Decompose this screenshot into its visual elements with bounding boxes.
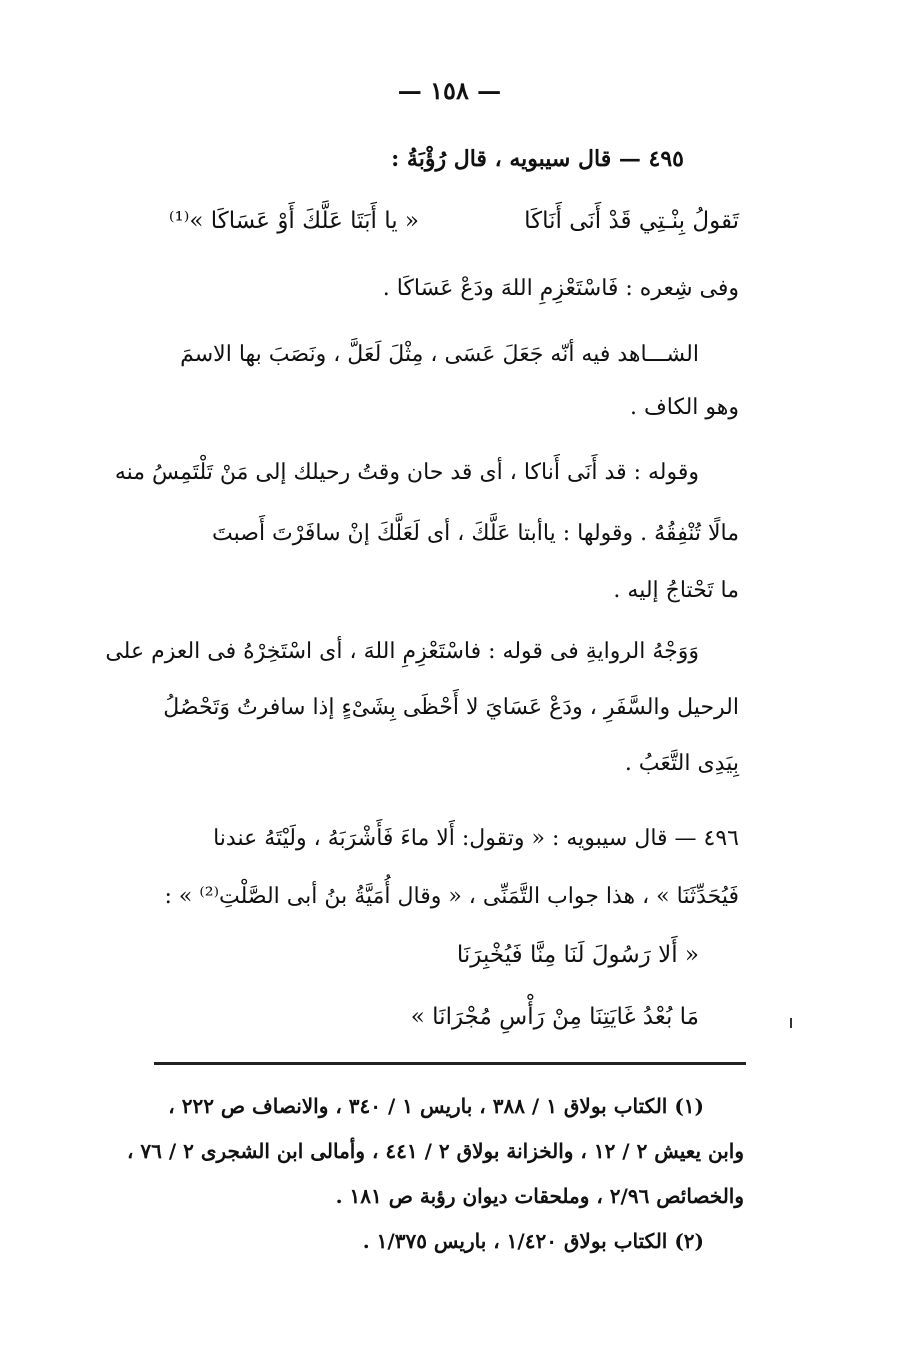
shahid-line-1: الشـــاهد فيه أنّه جَعَلَ عَسَى ، مِثْلَ لَعَلَّ ، ونَصَبَ بها الاسمَ (180, 342, 699, 367)
qawl-line-2: مالًا تُنْفِقُهُ . وقولها : ياأبتا عَلَّكَ ، أى لَعَلَّكَ إنْ سافَرْتَ أَصبتَ (212, 521, 739, 546)
wajh-line-2: الرحيل والسَّفَرِ ، ودَعْ عَسَايَ لا أَحْظَى بِشَىْءٍ إذا سافرتُ وَتَحْصُلُ (163, 695, 739, 720)
page-number: — ١٥٨ — (397, 76, 502, 105)
footnote-1-line-3: والخصائص ٢/٩٦ ، وملحقات ديوان رؤبة ص ١٨١ . (335, 1184, 744, 1208)
qawl-line-3: ما تَحْتاجُ إليه . (613, 578, 739, 603)
entry-496-verse-1: « أَلا رَسُولَ لَنَا مِنَّا فَيُخْبِرَنَا (456, 942, 699, 968)
margin-mark (790, 1018, 792, 1028)
shiir-line: وفى شِعره : فَاسْتَعْزِمِ اللهَ ودَعْ عَسَاكَا . (382, 276, 739, 301)
footnote-2-line-1: (٢) الكتاب بولاق ١/٤٢٠ ، باريس ١/٣٧٥ . (362, 1229, 704, 1253)
qawl-line-1: وقوله : قد أَنَى أَناكا ، أى قد حان وقتُ رحيلك إلى مَنْ تَلْتَمِسُ منه (114, 460, 699, 485)
entry-495-heading: ٤٩٥ — قال سيبويه ، قال رُؤْبَةُ : (391, 146, 684, 172)
verse-second-hemistich: « يا أَبَتَا عَلَّكَ أَوْ عَسَاكَا »⁽¹⁾ (168, 208, 419, 234)
footnote-1-line-2: وابن يعيش ٢ / ١٢ ، والخزانة بولاق ٢ / ٤٤١ ، وأمالى ابن الشجرى ٢ / ٧٦ ، (127, 1139, 744, 1163)
wajh-line-1: وَوَجْهُ الروايةِ فى قوله : فاسْتَعْزِمِ اللهَ ، أى اسْتَخِرْهُ فى العزم على (105, 639, 699, 664)
footnote-separator (154, 1062, 746, 1065)
verse-first-hemistich: تَقولُ بِنْـتِي قَدْ أَنَى أَنَاكَا (524, 208, 739, 234)
footnote-1-line-1: (١) الكتاب بولاق ١ / ٣٨٨ ، باريس ١ / ٣٤٠ ، والانصاف ص ٢٢٢ ، (168, 1094, 704, 1118)
shahid-line-2: وهو الكاف . (629, 395, 739, 420)
entry-496-line-1: ٤٩٦ — قال سيبويه : « وتقول: أَلا ماءَ فَأَشْرَبَهُ ، ولَيْتَهُ عندنا (213, 826, 739, 851)
entry-496-line-2: فَيُحَدِّثَنَا » ، هذا جواب التَّمَنِّى ، « وقال أُمَيَّةُ بنُ أبى الصَّلْتِ⁽²⁾ » : (164, 884, 739, 909)
entry-496-verse-2: مَا بُعْدُ غَايَتِنَا مِنْ رَأْسِ مُجْرَانَا » (410, 1004, 699, 1030)
wajh-line-3: بِيَدِى التَّعَبُ . (624, 751, 739, 776)
